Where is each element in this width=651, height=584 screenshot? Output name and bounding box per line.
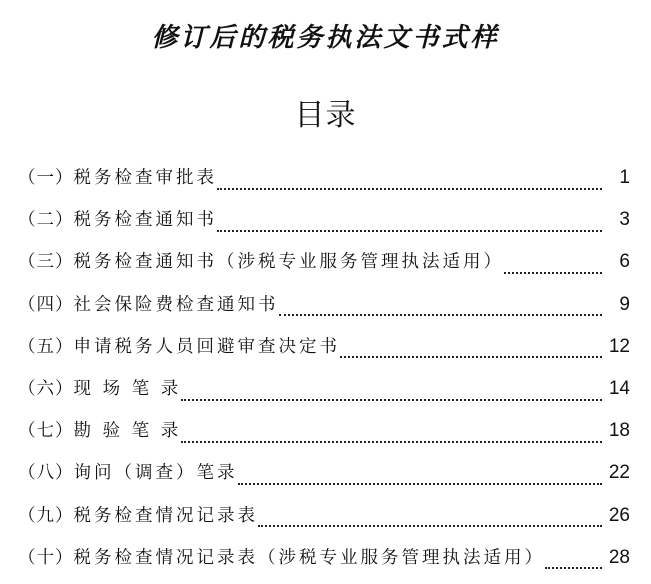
- toc-entry-label: 税务检查情况记录表（涉税专业服务管理执法适用）: [73, 547, 545, 568]
- toc-entry-page: 22: [608, 462, 630, 484]
- toc-entry[interactable]: [18, 457, 630, 499]
- toc-entry-number: （十）: [18, 547, 74, 568]
- toc-entry-page: 1: [619, 167, 630, 188]
- toc-entry-label: 社会保险费检查通知书: [73, 294, 279, 315]
- toc-entry[interactable]: [18, 331, 630, 373]
- toc-entry-label: 询问（调查）笔录: [73, 463, 238, 484]
- toc-dot-leader: [217, 187, 602, 190]
- toc-entry[interactable]: [18, 204, 630, 246]
- toc-dot-leader: [258, 524, 602, 527]
- toc-entry-number: （二）: [18, 210, 74, 231]
- toc-entry-label: 税务检查通知书: [73, 210, 217, 231]
- toc-entry-label: 勘 验 笔 录: [73, 421, 182, 442]
- toc-entry[interactable]: [18, 373, 630, 415]
- toc-entry-page: 28: [608, 546, 630, 568]
- toc-dot-leader: [181, 398, 602, 401]
- toc-entry-page: 14: [608, 377, 630, 399]
- toc-entry-label: 税务检查审批表: [73, 168, 217, 188]
- toc-entry[interactable]: [18, 542, 630, 584]
- toc-entry-number: （五）: [18, 336, 74, 357]
- toc-entry-page: 26: [608, 504, 630, 526]
- toc-entry[interactable]: [18, 415, 630, 457]
- toc-entry-page: 3: [619, 209, 630, 231]
- toc-entry[interactable]: [18, 289, 630, 331]
- toc-entry-label: 申请税务人员回避审查决定书: [73, 336, 340, 357]
- toc-entry-number: （六）: [18, 378, 74, 399]
- toc-entry-label: 税务检查通知书（涉税专业服务管理执法适用）: [73, 252, 504, 273]
- toc-entry[interactable]: [18, 500, 630, 542]
- toc-entry-number: （四）: [18, 294, 74, 315]
- toc-entry[interactable]: [18, 246, 630, 288]
- toc-entry[interactable]: [18, 162, 630, 204]
- document-title: 修订后的税务执法文书式样: [151, 23, 500, 53]
- toc-entry-page: 18: [608, 420, 630, 442]
- toc-entry-number: （七）: [18, 421, 74, 442]
- toc-dot-leader: [545, 566, 602, 569]
- toc-dot-leader: [238, 482, 603, 485]
- toc-entry-number: （一）: [18, 168, 74, 188]
- toc-heading: 目录: [294, 98, 357, 133]
- toc-entry-label: 税务检查情况记录表: [73, 505, 258, 526]
- toc-entry-label: 现 场 笔 录: [73, 378, 182, 399]
- toc-dot-leader: [340, 355, 602, 358]
- toc-entry-number: （九）: [18, 505, 74, 526]
- toc-dot-leader: [181, 440, 602, 443]
- toc-dot-leader: [279, 313, 603, 316]
- toc-dot-leader: [504, 271, 602, 274]
- toc-entry-number: （八）: [18, 463, 74, 484]
- toc-entry-page: 9: [619, 293, 630, 315]
- toc-entry-number: （三）: [18, 252, 74, 273]
- toc-entry-page: 6: [619, 251, 630, 273]
- toc-entry-page: 12: [608, 335, 630, 357]
- toc-dot-leader: [217, 229, 602, 232]
- table-of-contents: [18, 162, 630, 584]
